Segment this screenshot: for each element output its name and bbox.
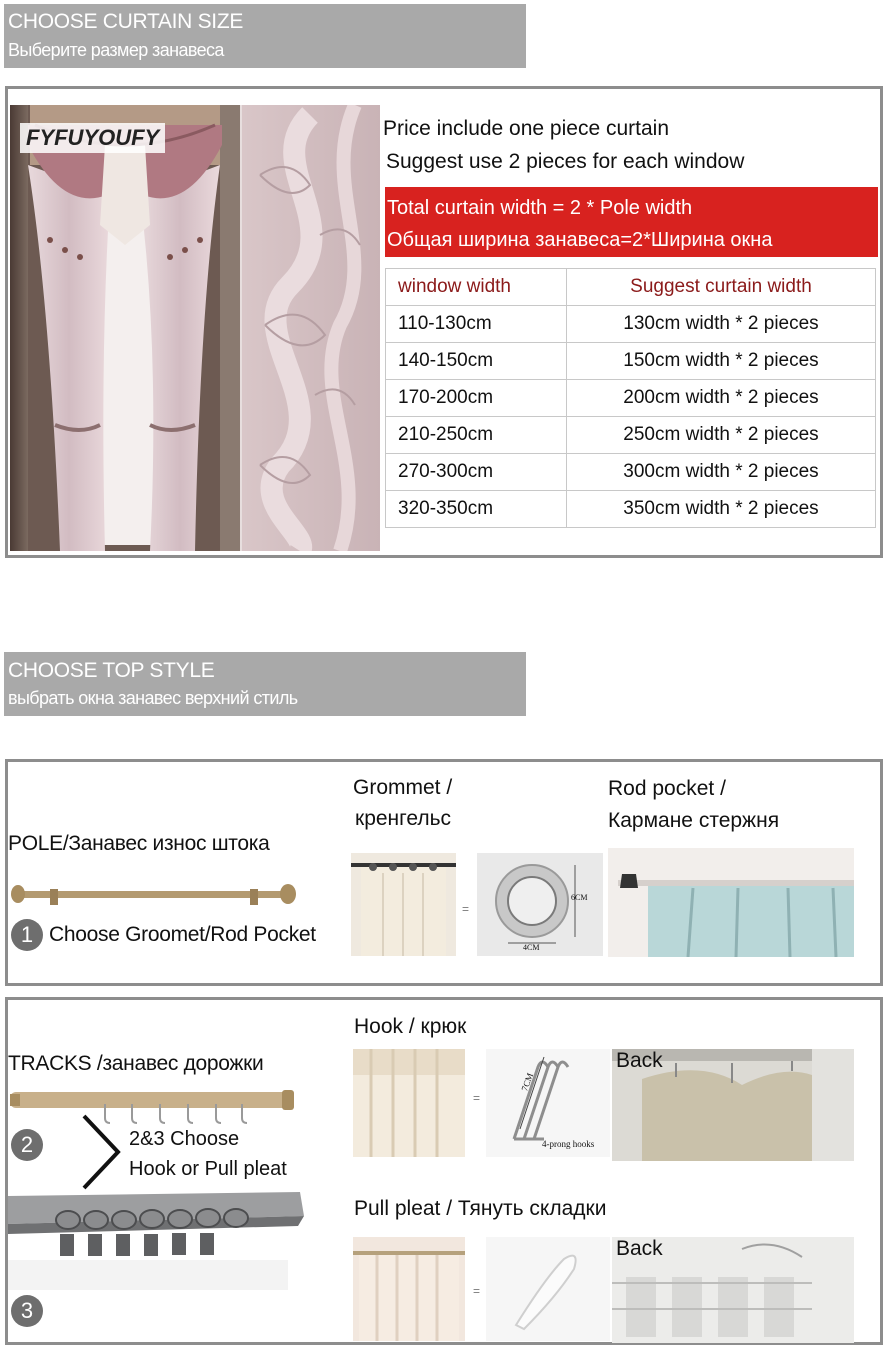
bracket-chevron-icon (78, 1112, 128, 1192)
table-row (386, 491, 876, 528)
formula-box (385, 187, 878, 257)
pole-rod-icon (10, 880, 300, 910)
table-row (386, 417, 876, 454)
rod-pocket-label-en: Rod pocket / (608, 777, 726, 800)
window-width-cell: 270-300cm (386, 454, 567, 491)
pole-panel (5, 759, 883, 986)
top-style-banner (4, 652, 526, 716)
header-suggest-width: Suggest curtain width (567, 269, 876, 306)
hook-back-label: Back (616, 1049, 663, 1072)
four-prong-hook-photo (486, 1049, 610, 1157)
curtain-width-cell: 350cm width * 2 pieces (567, 491, 876, 528)
hook-label: Hook / крюк (354, 1015, 467, 1038)
brand-logo: FYFUYOUFY (20, 123, 165, 153)
table-row (386, 380, 876, 417)
grommet-label-en: Grommet / (353, 776, 453, 799)
table-row (386, 306, 876, 343)
rod-pocket-label-ru: Кармане стержня (608, 809, 780, 832)
tracks-panel (5, 997, 883, 1345)
window-width-cell: 210-250cm (386, 417, 567, 454)
step-2-badge: 2 (11, 1129, 43, 1161)
equals-sign-3: = (473, 1284, 481, 1298)
window-width-cell: 170-200cm (386, 380, 567, 417)
ring-height-label: 6CM (571, 893, 588, 902)
hook-curtain-photo (353, 1049, 465, 1157)
step-3-badge: 3 (11, 1295, 43, 1327)
ring-width-label: 4CM (523, 943, 540, 952)
curtain-width-cell: 150cm width * 2 pieces (567, 343, 876, 380)
size-title-en: CHOOSE CURTAIN SIZE (8, 10, 244, 33)
step-23-line2: Hook or Pull pleat (129, 1158, 287, 1180)
grommet-label-ru: кренгельс (355, 807, 452, 830)
top-style-title-ru: выбрать окна занавес верхний стиль (8, 688, 298, 708)
pull-pleat-back-label: Back (616, 1237, 663, 1260)
hook-caption: 4-prong hooks (542, 1139, 595, 1149)
window-width-cell: 320-350cm (386, 491, 567, 528)
grommet-curtain-photo (351, 853, 456, 956)
tracks-label: TRACKS /занавес дорожки (8, 1052, 264, 1075)
curtain-width-cell: 300cm width * 2 pieces (567, 454, 876, 491)
step-1-badge: 1 (11, 919, 43, 951)
hook-dimension-label: 7CM (519, 1071, 536, 1093)
curtain-width-cell: 130cm width * 2 pieces (567, 306, 876, 343)
pull-pleat-label: Pull pleat / Тянуть складки (354, 1197, 607, 1220)
step-1-text: Choose Groomet/Rod Pocket (49, 923, 316, 946)
size-table-header (386, 269, 876, 306)
top-style-title-en: CHOOSE TOP STYLE (8, 659, 215, 682)
rod-pocket-photo (608, 848, 854, 957)
track-rod-icon (10, 1084, 300, 1130)
pole-label: POLE/Занавес износ штока (8, 832, 270, 855)
price-note: Price include one piece curtain (383, 117, 670, 140)
hook-back-photo (612, 1049, 854, 1161)
pull-pleat-back-photo (612, 1237, 854, 1343)
track-closeup-photo (8, 1190, 308, 1300)
pull-pleat-hook-photo (486, 1237, 610, 1341)
suggest-note: Suggest use 2 pieces for each window (386, 150, 745, 173)
equals-sign-2: = (473, 1091, 481, 1105)
size-title-ru: Выберите размер занавеса (8, 40, 224, 60)
grommet-ring-photo (477, 853, 603, 956)
curtain-width-cell: 200cm width * 2 pieces (567, 380, 876, 417)
formula-en: Total curtain width = 2 * Pole width (387, 197, 693, 219)
pull-pleat-curtain-photo (353, 1237, 465, 1341)
header-window-width: window width (386, 269, 567, 306)
window-width-cell: 140-150cm (386, 343, 567, 380)
curtain-product-photo (10, 105, 380, 551)
size-section-banner (4, 4, 526, 68)
size-table (385, 268, 876, 528)
equals-sign-1: = (462, 902, 470, 916)
formula-ru: Общая ширина занавеса=2*Ширина окна (387, 229, 773, 251)
step-23-line1: 2&3 Choose (129, 1128, 240, 1150)
table-row (386, 343, 876, 380)
curtain-width-cell: 250cm width * 2 pieces (567, 417, 876, 454)
table-row (386, 454, 876, 491)
window-width-cell: 110-130cm (386, 306, 567, 343)
